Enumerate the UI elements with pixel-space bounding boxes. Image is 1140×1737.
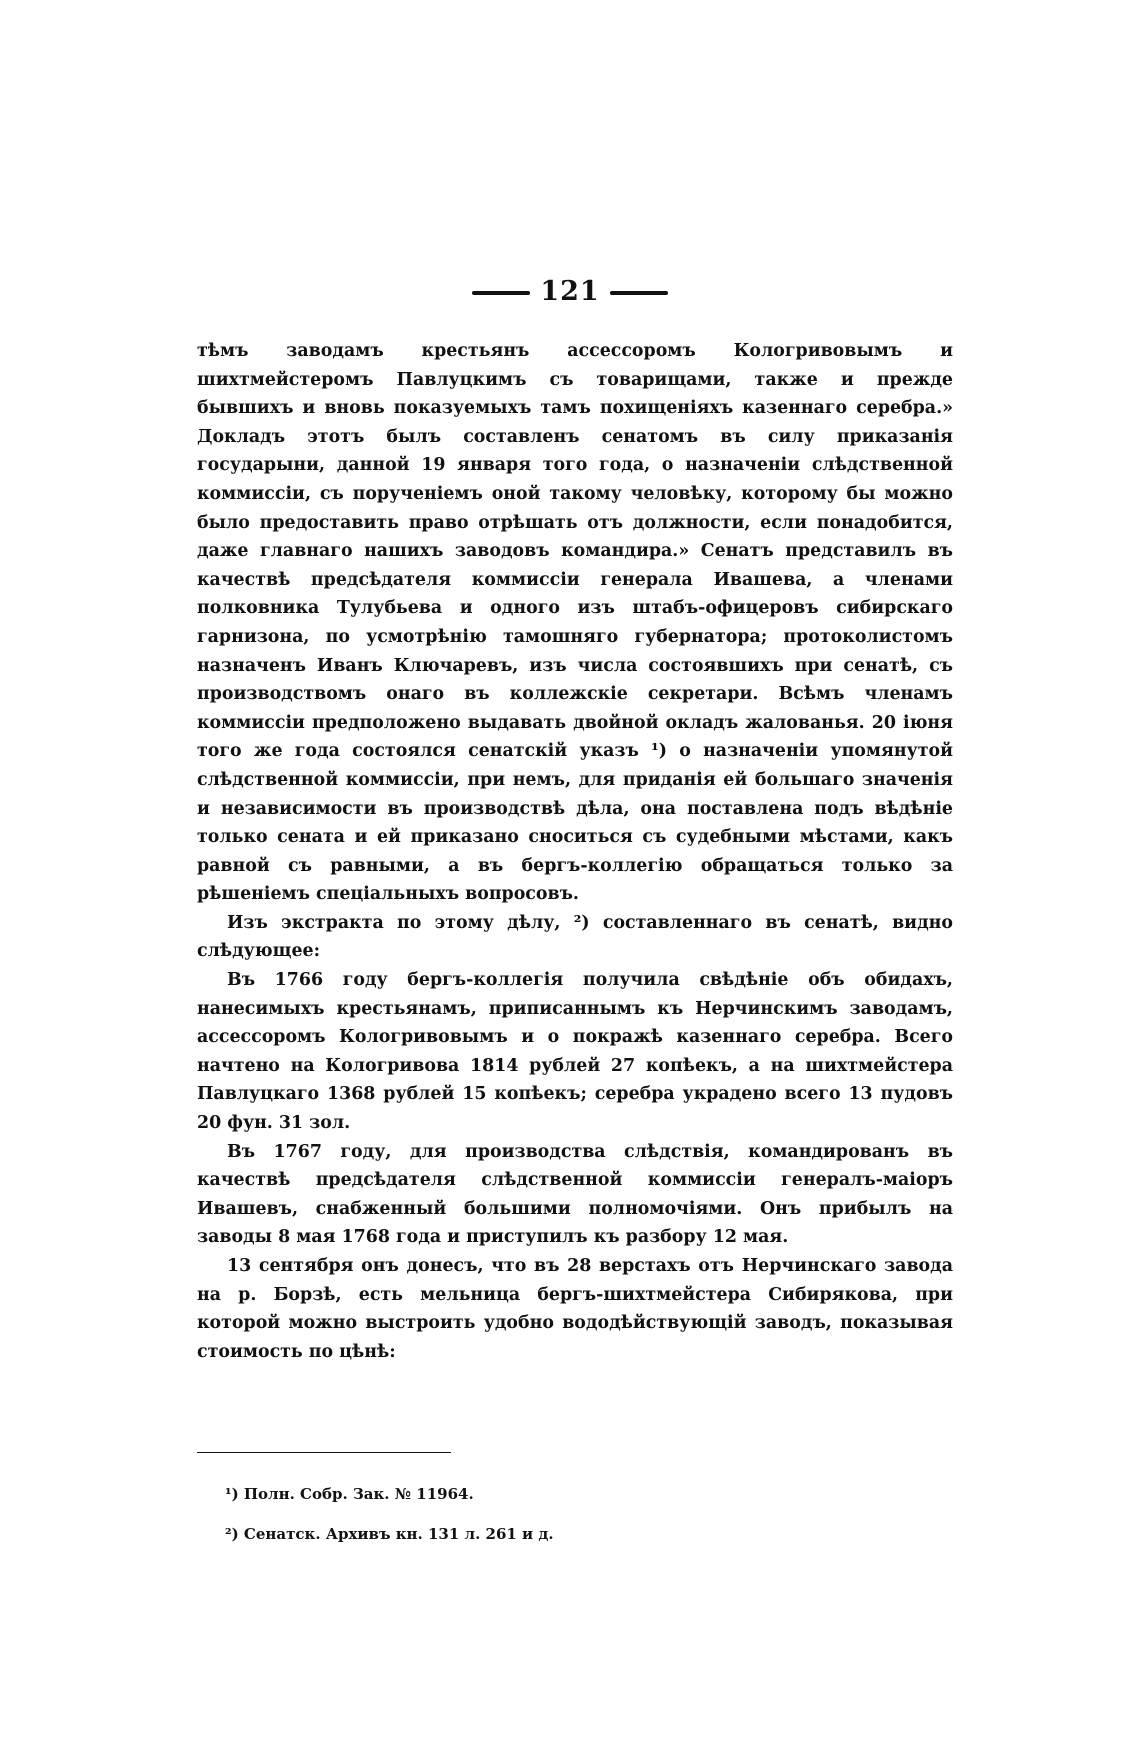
paragraph: Въ 1766 году бергъ-коллегія получила свѣдѣніе объ обидахъ, нанесимыхъ крестьянамъ, приписаннымъ къ Нерчинскимъ заводамъ, ассессоромъ Кологривовымъ и о покражѣ казеннаго серебра. Всего начтено на Кологривова 1814 рублей 27 копѣекъ, а на шихтмейстера Павлуцкаго 1368 рублей 15 копѣекъ; серебра украдено всего 13 пудовъ 20 фун. 31 зол. [197, 970, 953, 1134]
paragraph: Изъ экстракта по этому дѣлу, ²) составленнаго въ сенатѣ, видно слѣдующее: [197, 912, 953, 962]
left-ornament [472, 291, 530, 295]
footnote: ²) Сенатск. Архивъ кн. 131 л. 261 и д. [225, 1525, 554, 1543]
footnotes [225, 1474, 953, 1554]
right-ornament [610, 291, 668, 295]
paragraph: Въ 1767 году, для производства слѣдствія, командированъ въ качествѣ предсѣдателя слѣдственной коммиссіи генералъ-маіоръ Ивашевъ, снабженный большими полномочіями. Онъ прибылъ на заводы 8 мая 1768 года и приступилъ къ разбору 12 мая. [197, 1141, 953, 1248]
footnote-divider [197, 1452, 451, 1453]
page-number: 121 [540, 276, 600, 307]
body-text [197, 337, 953, 1366]
page-header [0, 276, 1140, 307]
paragraph: тѣмъ заводамъ крестьянъ ассессоромъ Кологривовымъ и шихтмейстеромъ Павлуцкимъ съ товарищами, также и прежде бывшихъ и вновь показуемыхъ тамъ похищеніяхъ казеннаго серебра.» Докладъ этотъ былъ составленъ сенатомъ въ силу приказанія государыни, данной 19 января того года, о назначеніи слѣдственной коммиссіи, съ порученіемъ оной такому человѣку, которому бы можно было предоставить право отрѣшать отъ должности, если понадобится, даже главнаго нашихъ заводовъ командира.» Сенатъ представилъ въ качествѣ предсѣдателя коммиссіи генерала Ивашева, а членами полковника Тулубьева и одного изъ штабъ-офицеровъ сибирскаго гарнизона, по усмотрѣнію тамошняго губернатора; протоколистомъ назначенъ Иванъ Ключаревъ, изъ числа состоявшихъ при сенатѣ, съ производствомъ онаго въ коллежскіе секретари. Всѣмъ членамъ коммиссіи предположено выдавать двойной окладъ жалованья. 20 іюня того же года состоялся сенатскій указъ ¹) о назначеніи упомянутой слѣдственной коммиссіи, при немъ, для приданія ей большаго значенія и независимости въ производствѣ дѣла, она поставлена подъ вѣдѣніе только сената и ей приказано сноситься съ судебными мѣстами, какъ равной съ равными, а въ бергъ-коллегію обращаться только за рѣшеніемъ спеціальныхъ вопросовъ. [197, 341, 953, 905]
paragraph: 13 сентября онъ донесъ, что въ 28 верстахъ отъ Нерчинскаго завода на р. Борзѣ, есть мельница бергъ-шихтмейстера Сибирякова, при которой можно выстроить удобно вододѣйствующій заводъ, показывая стоимость по цѣнѣ: [197, 1256, 953, 1362]
footnote: ¹) Полн. Собр. Зак. № 11964. [225, 1485, 474, 1503]
